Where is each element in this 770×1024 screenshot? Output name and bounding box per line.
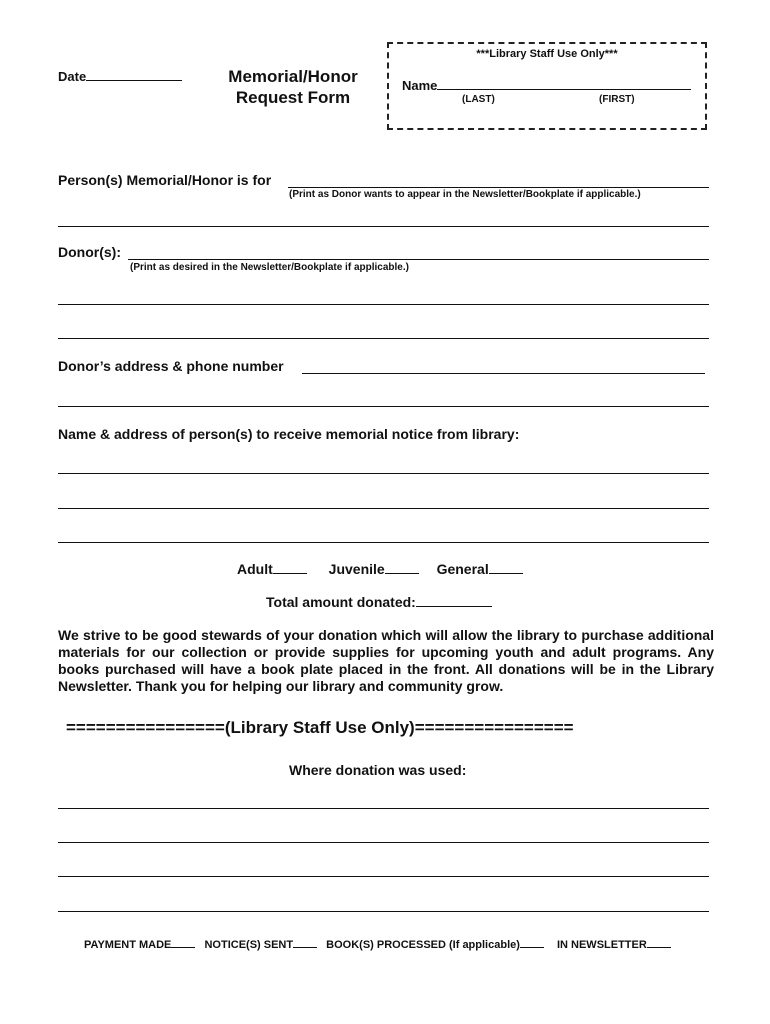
staff-name-label: Name: [402, 78, 438, 93]
notice-recipient-label: Name & address of person(s) to receive memorial notice from library:: [58, 426, 520, 442]
adult-input[interactable]: [273, 561, 307, 574]
donor-address-label: Donor’s address & phone number: [58, 358, 284, 374]
staff-section-title: (Library Staff Use Only): [224, 718, 415, 737]
where-used-label: Where donation was used:: [289, 762, 467, 778]
payment-made-label: PAYMENT MADE: [84, 939, 172, 951]
date-label: Date: [58, 69, 87, 84]
notice-recipient-line-3[interactable]: [58, 542, 709, 543]
processing-checklist: [84, 937, 671, 951]
memorial-for-label: Person(s) Memorial/Honor is for: [58, 172, 272, 188]
staff-box-heading: ***Library Staff Use Only***: [476, 48, 618, 60]
total-donated-field: [266, 594, 492, 610]
staff-rule-right: ================: [414, 718, 574, 737]
adult-label: Adult: [237, 561, 273, 577]
stewardship-paragraph: We strive to be good stewards of your donation which will allow the library to purchase additional materials for our collection or provide supplies for upcoming youth and adult programs. Any books purchased will have a book plate placed in the front. All donations will be in the Library Newsletter. Thank you for helping our library and community grow.: [58, 627, 714, 694]
title-line-2: Request Form: [235, 88, 351, 107]
general-input[interactable]: [489, 561, 523, 574]
where-used-line-2[interactable]: [58, 842, 709, 843]
in-newsletter-label: IN NEWSLETTER: [556, 939, 647, 951]
donors-line-2[interactable]: [58, 304, 709, 305]
juvenile-label: Juvenile: [328, 561, 385, 577]
title-line-1: Memorial/Honor: [228, 67, 358, 86]
page-title: [218, 66, 368, 108]
payment-made-input[interactable]: [171, 937, 195, 948]
total-donated-input[interactable]: [416, 594, 492, 607]
notice-recipient-line-1[interactable]: [58, 473, 709, 474]
donor-address-line-2[interactable]: [58, 406, 709, 407]
staff-use-box: [387, 42, 707, 130]
notice-recipient-line-2[interactable]: [58, 508, 709, 509]
general-label: General: [436, 561, 489, 577]
where-used-line-3[interactable]: [58, 876, 709, 877]
books-processed-label: BOOK(S) PROCESSED (If applicable): [326, 939, 520, 951]
juvenile-input[interactable]: [385, 561, 419, 574]
notices-sent-input[interactable]: [293, 937, 317, 948]
date-input[interactable]: [86, 68, 182, 81]
notices-sent-label: NOTICE(S) SENT: [204, 939, 294, 951]
donor-address-input[interactable]: [302, 373, 705, 374]
first-label: (FIRST): [599, 94, 635, 105]
donors-note: (Print as desired in the Newsletter/Bookplate if applicable.): [130, 262, 409, 273]
staff-section-heading: [66, 718, 706, 738]
last-label: (LAST): [462, 94, 495, 105]
memorial-for-input[interactable]: [288, 187, 709, 188]
donors-input[interactable]: [128, 259, 709, 260]
books-processed-input[interactable]: [520, 937, 544, 948]
memorial-for-note: (Print as Donor wants to appear in the Newsletter/Bookplate if applicable.): [289, 189, 641, 200]
donors-label: Donor(s):: [58, 244, 121, 260]
date-field: [58, 68, 182, 84]
where-used-line-1[interactable]: [58, 808, 709, 809]
staff-name-input[interactable]: [437, 77, 691, 90]
memorial-for-line-2[interactable]: [58, 226, 709, 227]
staff-rule-left: ================: [66, 718, 225, 737]
in-newsletter-input[interactable]: [647, 937, 671, 948]
category-row: [237, 561, 523, 577]
where-used-line-4[interactable]: [58, 911, 709, 912]
total-donated-label: Total amount donated:: [266, 594, 416, 610]
staff-name-field: [402, 77, 691, 93]
donors-line-3[interactable]: [58, 338, 709, 339]
